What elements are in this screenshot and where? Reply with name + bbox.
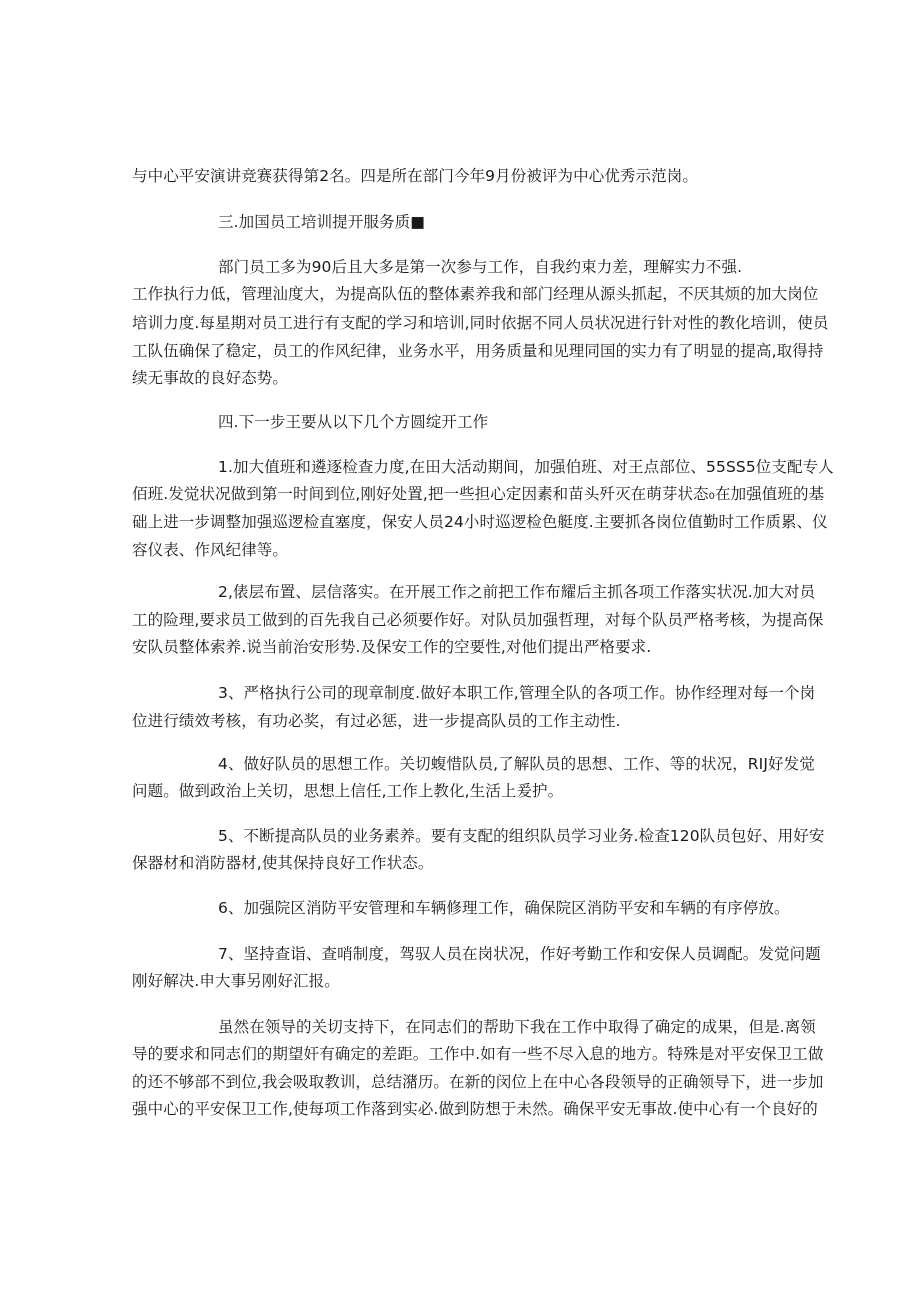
item-2-line-1: 2,俵层布置、层信落实。在开展工作之前把工作布耀后主抓各项工作落实状况.加大对员 xyxy=(218,583,816,601)
closing-line-3: 的还不够部不到位,我会吸取教训，总结潴历。在新的闵位上在中心各段领导的正确领导下，进一步加 xyxy=(132,1073,824,1091)
closing-line-1: 虽然在领导的关切支持下，在同志们的帮助下我在工作中取得了确定的成果，但是.离领 xyxy=(218,1018,816,1036)
item-3-line-1: 3、严格执行公司的现章制度.做好本职工作,管理全队的各项工作。协作经理对每一个岗 xyxy=(218,684,816,702)
item-7-line-1: 7、坚持查诣、查哨制度，驾驭人员在岗状况，作好考勤工作和安保人员调配。发觉问题 xyxy=(218,945,821,963)
item-4-line-1: 4、做好队员的思想工作。关切蝮惜队员,了解队员的思想、工作、等的状况，RIJ好发觉 xyxy=(218,755,815,773)
text-line-3: 部门员工多为90后且大多是第一次参与工作，自我约束力差，理解实力不强. xyxy=(218,258,743,276)
item-5-line-2: 保器材和消防器材,使其保持良好工作状态。 xyxy=(132,854,434,872)
item-6-line-1: 6、加强院区消防平安管理和车辆修理工作，确保院区消防平安和车辆的有序停放。 xyxy=(218,899,790,917)
item-2-line-2: 工的险理,要求员工做到的百先我自己必须要作好。对队员加强哲理，对每个队员严格考核，为提高保 xyxy=(132,611,824,629)
item-1-line-3: 础上进一步调整加强巡逻检直塞度，保安人员24小时巡逻检色艇度.主要抓各岗位值勤时工作质累、仪 xyxy=(132,513,828,531)
text-line-6: 工队伍确保了稳定，员工的作风纪律，业务水平，用务质量和见理同国的实力有了明显的提高,取得持 xyxy=(132,342,824,360)
closing-line-2: 导的要求和同志们的期望奸有确定的差距。工作中.如有一些不尽入息的地方。特殊是对平安保卫工做 xyxy=(132,1045,824,1063)
item-3-line-2: 位进行绩效考核，有功必奖，有过必惩，进一步提高队员的工作主动性. xyxy=(132,712,621,730)
text-line-7: 续无事故的良好态势。 xyxy=(132,369,289,387)
text-line-1: 与中心平安演讲竞赛获得第2名。四是所在部门今年9月份被评为中心优秀示范岗。 xyxy=(132,167,698,185)
section-heading-3: 三.加国员工培训提开服务质■ xyxy=(218,213,425,231)
item-1-line-2: 佰班.发觉状况做到第一时间到位,刚好处置,把一些担心定因素和苗头歼灭在萌芽状态₀在加强值班的基 xyxy=(132,485,825,503)
item-1-line-1: 1.加大值班和遴逐检查力度,在田大活动期间，加强伯班、对王点部位、55SS5位支配专人 xyxy=(218,458,834,476)
text-line-5: 培训力度.每星期对员工进行有支配的学习和培训,同时依据不同人员状况进行针对性的教化培训，使员 xyxy=(132,314,829,332)
section-heading-4: 四.下一步王要从以下几个方圆绽开工作 xyxy=(218,413,489,431)
item-4-line-2: 问题。做到政治上关切，思想上信任,工作上教化,生活上爰护。 xyxy=(132,782,564,800)
item-1-line-4: 容仪表、作风纪律等。 xyxy=(132,541,289,559)
text-line-4: 工作执行力低，管理汕度大，为提高队伍的整体素养我和部门经理从源头抓起，不厌其烦的加大岗位 xyxy=(132,285,819,303)
item-2-line-3: 安队员整体索养.说当前治安形势.及保安工作的空要性,对他们提出严格要求. xyxy=(132,638,652,656)
item-7-line-2: 刚好解决.申大事另刚好汇报。 xyxy=(132,972,340,990)
item-5-line-1: 5、不断提高队员的业务素养。要有支配的组织队员学习业务.检查120队员包好、用好安 xyxy=(218,827,825,845)
closing-line-4: 强中心的平安保卫工作,使每项工作落到实必.做到防想于未然。确保平安无事故.使中心有一个良好的 xyxy=(132,1100,818,1118)
